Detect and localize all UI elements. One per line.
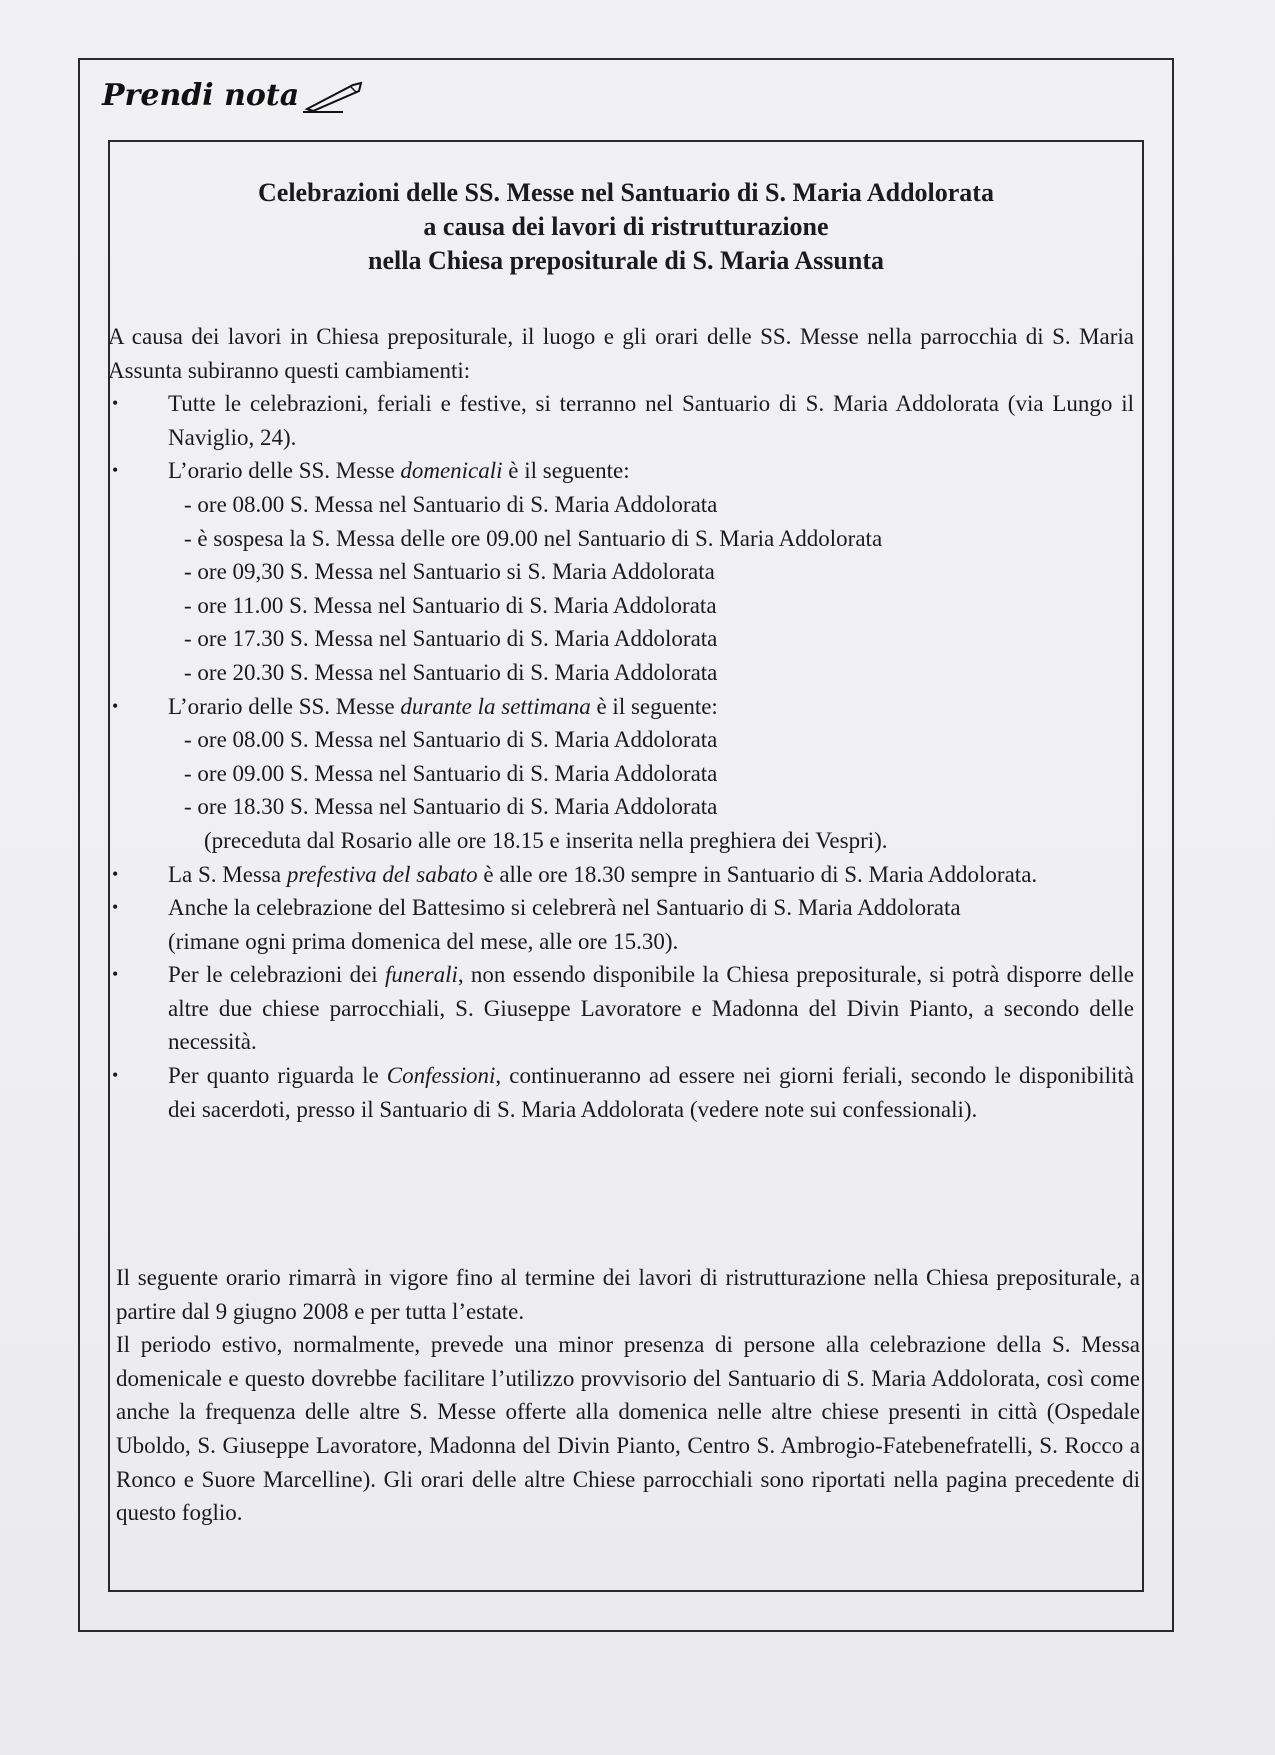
bullet-text: è il seguente:: [502, 458, 630, 484]
title-line-1: Celebrazioni delle SS. Messe nel Santuario di S. Maria Addolorata: [258, 178, 994, 207]
schedule-line: - è sospesa la S. Messa delle ore 09.00 nel Santuario di S. Maria Addolorata: [184, 525, 883, 551]
header-tag-label: Prendi nota: [102, 78, 300, 113]
title-line-2: a causa dei lavori di ristrutturazione: [423, 212, 829, 241]
bullet-text: Per le celebrazioni dei: [168, 962, 386, 988]
bullet-item-confessions: [108, 1059, 1134, 1126]
title-line-3: nella Chiesa prepositurale di S. Maria Assunta: [368, 246, 884, 275]
schedule-note: (preceduta dal Rosario alle ore 18.15 e inserita nella preghiera dei Vespri).: [204, 827, 888, 853]
bullet-emphasis: domenicali: [400, 458, 503, 484]
bullet-dot: •: [112, 1065, 119, 1086]
bullet-text: è il seguente:: [590, 693, 718, 719]
page-title: [108, 176, 1144, 278]
schedule-line: - ore 09,30 S. Messa nel Santuario si S. Maria Addolorata: [184, 559, 715, 585]
bullet-text: Anche la celebrazione del Battesimo si celebrerà nel Santuario di S. Maria Addolorata: [168, 895, 961, 921]
bullet-item-saturday-mass: [108, 858, 1134, 892]
bullet-emphasis: Confessioni: [386, 1063, 496, 1089]
bullet-emphasis: prefestiva del sabato: [286, 861, 478, 887]
bullet-dot: •: [112, 393, 119, 414]
bullet-dot: •: [112, 695, 119, 716]
bullet-text: , continueranno ad essere nei giorni feriali, secondo le disponibilità dei sacerdoti, presso il Santuario di S. Maria Addolorata (vedere note sui confessionali).: [168, 1063, 1134, 1122]
closing-paragraph-1: Il seguente orario rimarrà in vigore fino al termine dei lavori di ristrutturazione nella Chiesa prepositurale, a partire dal 9 giugno 2008 e per tutta l’estate.: [116, 1265, 1140, 1324]
closing-paragraph-2: Il periodo estivo, normalmente, prevede una minor presenza di persone alla celebrazione della S. Messa domenicale e questo dovrebbe facilitare l’utilizzo provvisorio del Santuario di S. Maria Addolorata, così come anche la frequenza delle altre S. Messe offerte alla domenica nelle altre chiese presenti in città (Ospedale Uboldo, S. Giuseppe Lavoratore, Madonna del Divin Pianto, Centro S. Ambrogio-Fatebenefratelli, S. Rocco a Ronco e Suore Marcelline). Gli orari delle altre Chiese parrocchiali sono riportati nella pagina precedente di questo foglio.: [116, 1332, 1140, 1526]
bullet-dot: •: [112, 460, 119, 481]
bullet-text: Tutte le celebrazioni, feriali e festive, si terranno nel Santuario di S. Maria Addolorata (via Lungo il Naviglio, 24).: [168, 391, 1134, 450]
pen-icon: [303, 79, 367, 113]
prendi-nota-header: [102, 78, 367, 113]
schedule-line: - ore 11.00 S. Messa nel Santuario di S. Maria Addolorata: [184, 592, 717, 618]
bullet-dot: •: [112, 897, 119, 918]
bullet-text: La S. Messa: [168, 861, 287, 887]
schedule-line: - ore 08.00 S. Messa nel Santuario di S. Maria Addolorata: [184, 727, 718, 753]
bullet-item-funerals: [108, 958, 1134, 1059]
intro-paragraph: A causa dei lavori in Chiesa prepositurale, il luogo e gli orari delle SS. Messe nella parrocchia di S. Maria Assunta subiranno questi cambiamenti:: [108, 324, 1134, 383]
bullet-text: è alle ore 18.30 sempre in Santuario di S. Maria Addolorata.: [477, 861, 1038, 887]
bullet-emphasis: funerali: [385, 962, 458, 988]
closing-section: [116, 1261, 1140, 1530]
bullet-item-sunday-schedule: [108, 454, 1134, 488]
bullet-item-celebrations: [108, 387, 1134, 454]
schedule-line: - ore 20.30 S. Messa nel Santuario di S. Maria Addolorata: [184, 659, 718, 685]
bullet-item-baptism: [108, 891, 1134, 958]
schedule-line: - ore 08.00 S. Messa nel Santuario di S. Maria Addolorata: [184, 491, 718, 517]
bullet-text: L’orario delle SS. Messe: [168, 458, 401, 484]
schedule-line: - ore 18.30 S. Messa nel Santuario di S. Maria Addolorata: [184, 794, 718, 820]
bullet-dot: •: [112, 964, 119, 985]
bullet-text: L’orario delle SS. Messe: [168, 693, 401, 719]
baptism-note: (rimane ogni prima domenica del mese, alle ore 15.30).: [168, 928, 679, 954]
bullet-dot: •: [112, 863, 119, 884]
bullet-item-weekday-schedule: [108, 690, 1134, 724]
schedule-line: - ore 09.00 S. Messa nel Santuario di S. Maria Addolorata: [184, 760, 718, 786]
bullet-emphasis: durante la settimana: [400, 693, 591, 719]
bullet-text: , non essendo disponibile la Chiesa prepositurale, si potrà disporre delle altre due chiese parrocchiali, S. Giuseppe Lavoratore e Madonna del Divin Pianto, a secondo delle necessità.: [168, 962, 1135, 1055]
schedule-line: - ore 17.30 S. Messa nel Santuario di S. Maria Addolorata: [184, 626, 718, 652]
notice-body: [108, 320, 1134, 1126]
bullet-text: Per quanto riguarda le: [168, 1063, 387, 1089]
